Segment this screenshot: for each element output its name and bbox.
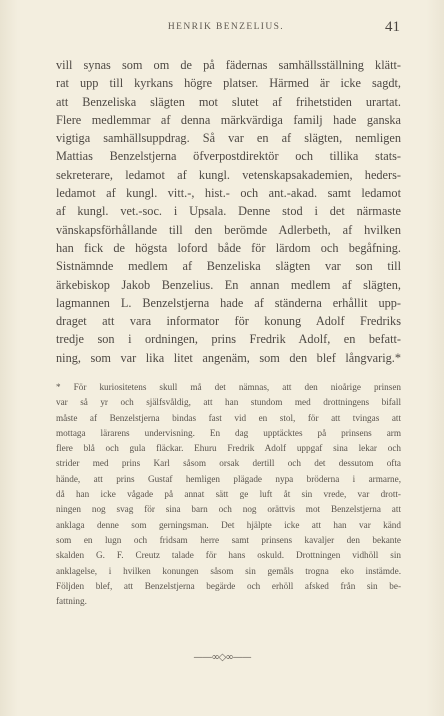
main-text-line: ärkebiskop Jakob Benzelius. En annan medlem af slägten, bbox=[56, 277, 401, 292]
main-text-line: Mattias Benzelstjerna öfverpostdirektör och tillika stats- bbox=[56, 149, 401, 164]
footnote-line: anklaga denne som gerningsman. Det hjälpte icke att han var känd bbox=[56, 519, 401, 530]
main-text-line: af kungl. vet.-soc. i Upsala. Denne stod i det närmaste bbox=[56, 204, 401, 219]
running-head: HENRIK BENZELIUS. bbox=[167, 22, 285, 32]
footnote-line: var så yr och själfsvåldig, att han stundom med drottningens bifall bbox=[56, 397, 401, 408]
footnote-line: fattning. bbox=[56, 596, 87, 607]
footnote-line: strider med prins Karl såsom orsak dertill och det dessutom ofta bbox=[56, 458, 401, 469]
main-text-line: ning, som var lika litet angenäm, som den blef långvarig.* bbox=[56, 350, 401, 365]
main-text-line: att Benzeliska slägten mot slutet af frihetstiden urartat. bbox=[56, 94, 401, 109]
main-text-line: han fick de högsta loford både för lärdom och begåfning. bbox=[56, 240, 401, 255]
main-text-line: tredje son i ordningen, prins Fredrik Adolf, en befatt- bbox=[56, 332, 401, 347]
main-text-block bbox=[56, 56, 401, 367]
main-text-line: lagmannen L. Benzelstjerna hade af ständerna erhållit upp- bbox=[56, 295, 401, 310]
main-text-line: sekreterare, ledamot af kungl. vetenskapsakademien, heders- bbox=[56, 167, 401, 182]
footnote-line: då han icke vågade på annat sätt ge luft åt sin vrede, var drott- bbox=[56, 489, 401, 500]
footnote-line: mottaga lärarens undervisning. En dag upptäcktes på prinsens arm bbox=[56, 427, 401, 438]
page-number: 41 bbox=[385, 19, 400, 35]
main-text-line: Sistnämnde medlem af Benzeliska slägten var son till bbox=[56, 259, 401, 274]
section-ornament: ——∞◇∞—— bbox=[193, 652, 251, 663]
footnote-line: skalden G. F. Creutz talade för hans oskuld. Drottningen vidhöll sin bbox=[56, 550, 401, 561]
page-header bbox=[52, 19, 400, 38]
footnote-block bbox=[56, 380, 401, 609]
footnote-line: * För kuriositetens skull må det nämnas, att den nioårige prinsen bbox=[56, 382, 401, 392]
main-text-line: vill synas som om de på fädernas samhällsställning klätt- bbox=[56, 58, 401, 72]
main-text-line: Flere medlemmar af denna märkvärdiga familj hade ganska bbox=[56, 112, 401, 127]
footnote-line: flere blå och gula fläckar. Ehuru Fredrik Adolf uppgaf sina lekar och bbox=[56, 443, 401, 454]
footnote-line: anklagelse, i hvilken konungen såsom sin gemåls trogna eko instämde. bbox=[56, 565, 401, 576]
footnote-line: som en lugn och fridsam herre samt prinsens kavaljer den bekante bbox=[56, 534, 401, 545]
footnote-line: hände, att prins Gustaf hemligen plägade nypa bröderna i armarne, bbox=[56, 473, 401, 484]
main-text-line: draget att vara informator för konung Adolf Fredriks bbox=[56, 314, 401, 329]
main-text-line: vänskapsförhållande till den berömde Adlerbeth, af hvilken bbox=[56, 222, 401, 237]
main-text-line: ledamot af kungl. vitt.-, hist.- och ant.-akad. samt ledamot bbox=[56, 186, 401, 201]
footnote-line: måste af Benzelstjerna bindas fast vid en stol, för att tvingas att bbox=[56, 412, 401, 423]
main-text-line: rat upp till kyrkans högre platser. Härmed är icke sagdt, bbox=[56, 76, 401, 91]
footnote-line: ningen nog svag för sina barn och nog orättvis mot Benzelstjerna att bbox=[56, 504, 401, 515]
footnote-line: Följden blef, att Benzelstjerna begärde och erhöll afsked från sin be- bbox=[56, 580, 401, 591]
main-text-line: vigtiga samhällsuppdrag. Så var en af slägten, nemligen bbox=[56, 131, 401, 146]
